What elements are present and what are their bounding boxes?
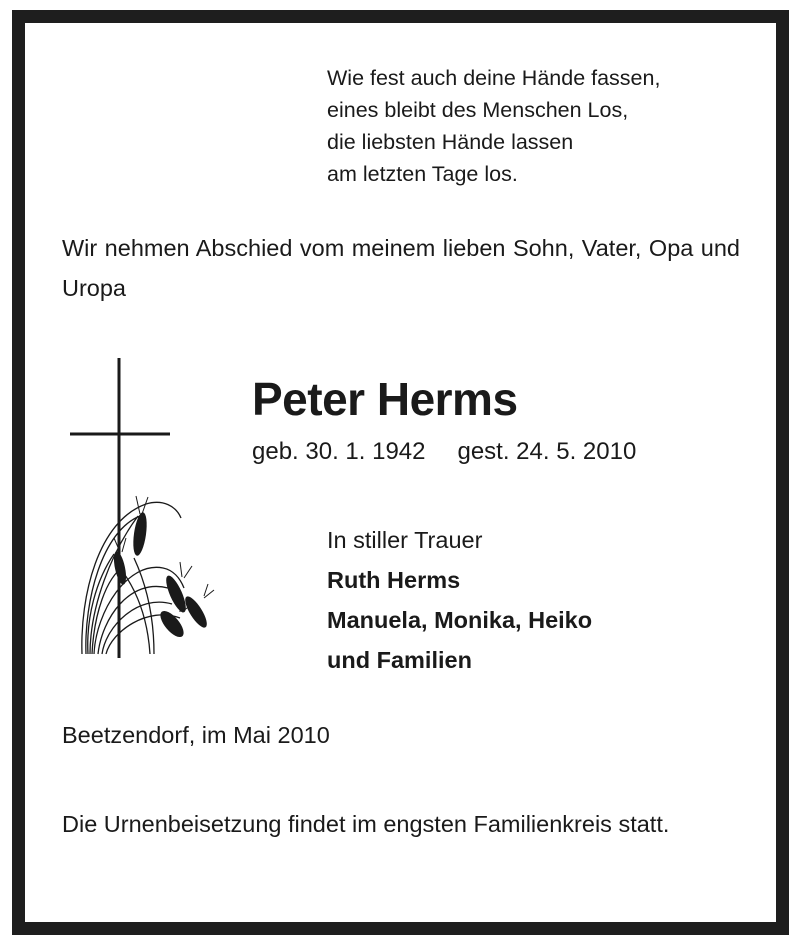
- poem-line: am letzten Tage los.: [327, 162, 518, 186]
- burial-note: Die Urnenbeisetzung findet im engsten Familienkreis statt.: [62, 811, 670, 837]
- poem-line: die liebsten Hände lassen: [327, 130, 574, 154]
- place-date: Beetzendorf, im Mai 2010: [62, 722, 330, 748]
- poem: [327, 62, 660, 190]
- deceased-name: Peter Herms: [252, 373, 518, 425]
- cross-with-wheat-icon: [68, 356, 218, 661]
- poem-line: Wie fest auch deine Hände fassen,: [327, 66, 661, 90]
- mourners-block: [327, 520, 592, 680]
- mourners-intro: In stiller Trauer: [327, 527, 483, 553]
- mourner-line: Manuela, Monika, Heiko: [327, 607, 593, 633]
- life-dates: [252, 438, 636, 466]
- birth-date: geb. 30. 1. 1942: [252, 438, 426, 465]
- mourner-line: Ruth Herms: [327, 567, 461, 593]
- poem-line: eines bleibt des Menschen Los,: [327, 98, 629, 122]
- farewell-intro: Wir nehmen Abschied vom meinem lieben Sohn, Vater, Opa und Uropa: [62, 235, 740, 301]
- death-date: gest. 24. 5. 2010: [457, 438, 637, 465]
- mourner-line: und Familien: [327, 647, 472, 673]
